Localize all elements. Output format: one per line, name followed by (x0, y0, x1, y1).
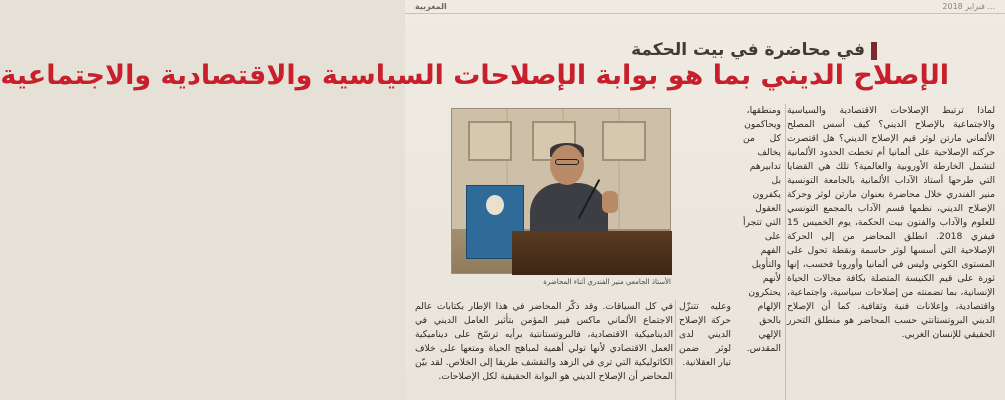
issue-date: ... فبراير 2018 (942, 2, 995, 11)
article-kicker: في محاضرة في بيت الحكمة (631, 40, 865, 60)
body-text: في كل السياقات. وقد ذكّر المحاضر في هذا الإطار بكتابات عالم الاجتماع الألماني ماكس فيبر المؤمن بتأثير العامل الديني في الديناميكية الاقتصادية، فالبروتستانتية برأيه ترسّخ على ديناميكية العمل الاقتصادي لأنها تولي أهمية لمباهج الحياة ومتعها على خلاف الكاثوليكية التي ترى في الزهد والتقشف طريقا إلى الخلاص. لقد بيّن المحاضر أن الإصلاح الديني هو البوابة الحقيقية لكل الإصلاحات. (415, 301, 673, 382)
lecture-photo (451, 108, 671, 274)
podium (512, 231, 672, 275)
body-text: وعليه تتنزّل حركة الإصلاح الديني لدى لوثر ضمن تيار العقلانية. (679, 301, 731, 368)
column-divider (675, 300, 676, 400)
paper-name: المغربية (415, 2, 447, 11)
article-column-middle (743, 104, 781, 354)
article-column-center-bottom (679, 300, 731, 400)
article-headline: الإصلاح الديني بما هو بوابة الإصلاحات السياسية والاقتصادية والاجتماعية (0, 60, 949, 91)
body-text: لماذا ترتبط الإصلاحات الاقتصادية والسياسية والاجتماعية بالإصلاح الديني؟ كيف أسس المصلح الألماني مارتن لوثر قيم الإصلاح الديني؟ هل اقتصرت حركته الإصلاحية على ألمانيا أم تخطت الحدود الألمانية لتشمل الخارطة الأوروبية والعالمية؟ تلك هي القضايا التي طرحها أستاذ الآداب الألمانية بالجامعة التونسية منير الفندري خلال محاضرة بعنوان مارتن لوثر وحركة الإصلاح الديني، نظمها قسم الآداب بالمجمع التونسي للعلوم والآداب والفنون بيت الحكمة، يوم الخميس 15 فيفري 2018. انطلق المحاضر من إلى الحركة الإصلاحية التي أسسها لوثر حاسمة ونقطة تحول على المستوى الكوني وليس في ألمانيا وأوروبا فحسب، إنها ثورة على قيم الكنيسة المتصلة بكافة مجالات الحياة الإنسانية، بما تضمنته من إصلاحات سياسية، واجتماعية، واقتصادية، وإعلانات فنية وثقافية. كما أن الإصلاح الديني البروتستانتي حسب المحاضر هو منطلق التحرر الحقيقي للإنسان الغربي. (787, 105, 996, 340)
article-column-left-bottom (415, 300, 673, 400)
masthead (405, 0, 1005, 14)
article-column-right (787, 104, 995, 400)
column-divider (785, 104, 786, 400)
body-text: ومنطقها، ويحاكمون كل من يخالف تدابيرهم بل يكفرون العقول التي تتجرأ على الفهم والتأويل لأنهم يحتكرون الإلهام بالحق الإلهي المقدس. (743, 105, 781, 354)
kicker-marker (871, 42, 877, 60)
photo-caption: الأستاذ الجامعي منير الفندري أثناء المحاضرة (543, 278, 671, 286)
